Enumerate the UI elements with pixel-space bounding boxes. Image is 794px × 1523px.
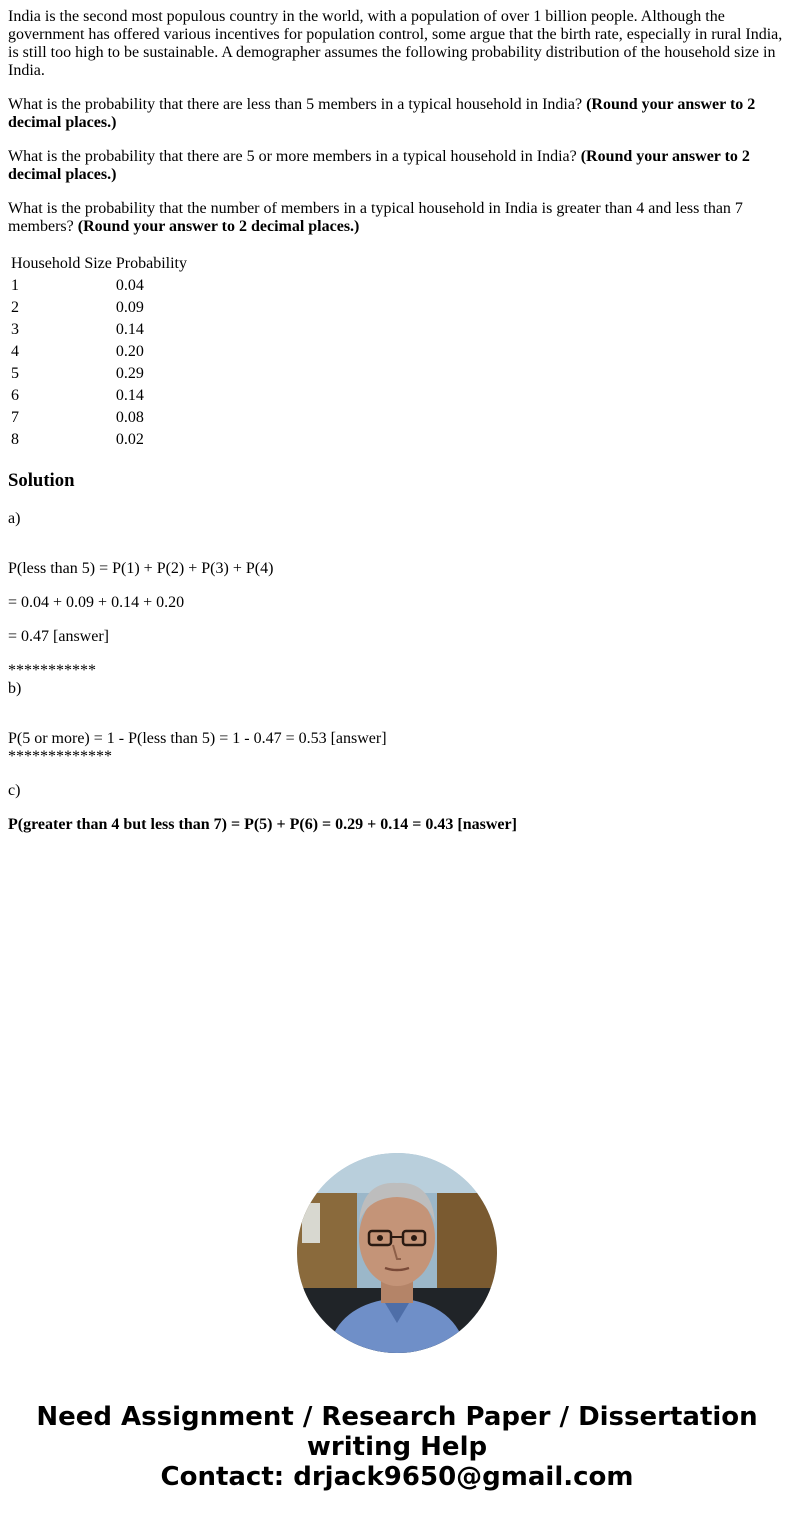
footer-line-2: writing Help xyxy=(306,1432,488,1462)
table-header-row xyxy=(10,254,188,274)
question-1-note: (Round your answer to 2 decimal places.) xyxy=(8,96,756,131)
question-1-text: What is the probability that there are less than 5 members in a typical household in India? xyxy=(8,96,583,113)
question-3 xyxy=(8,200,786,236)
separator-stars: ************* xyxy=(8,748,112,765)
separator-stars: *********** xyxy=(8,662,96,679)
part-a-line-2: = 0.04 + 0.09 + 0.14 + 0.20 xyxy=(8,594,185,611)
column-header-size: Household Size xyxy=(11,255,112,272)
part-a-line-1: P(less than 5) = P(1) + P(2) + P(3) + P(4) xyxy=(8,560,274,577)
solution-heading: Solution xyxy=(8,470,75,491)
table-row xyxy=(10,430,188,450)
part-b-label: b) xyxy=(8,680,22,697)
footer-contact xyxy=(0,1402,794,1492)
table-row xyxy=(10,342,188,362)
author-photo-illustration xyxy=(297,1153,497,1353)
probability-cell: 0.02 xyxy=(115,431,144,448)
part-c-line-1 xyxy=(8,816,786,834)
question-3-note: (Round your answer to 2 decimal places.) xyxy=(77,218,360,235)
part-b-line-1: P(5 or more) = 1 - P(less than 5) = 1 - 0.47 = 0.53 [answer] xyxy=(8,730,387,747)
question-2-note: (Round your answer to 2 decimal places.) xyxy=(8,148,750,183)
probability-cell: 0.14 xyxy=(115,387,144,404)
probability-cell: 0.09 xyxy=(115,299,144,316)
question-1 xyxy=(8,96,786,132)
table-row xyxy=(10,276,188,296)
table-row xyxy=(10,364,188,384)
intro-paragraph: India is the second most populous country in the world, with a population of over 1 billion people. Although the government has offered various incentives for population control, some argue that the birth rate, especially in rural India, is still too high to be sustainable. A demographer assumes the following probability distribution of the household size in India. xyxy=(8,8,783,79)
household-size-cell: 5 xyxy=(11,365,19,382)
household-size-cell: 7 xyxy=(11,409,19,426)
probability-table xyxy=(8,252,190,452)
question-2-text: What is the probability that there are 5 or more members in a typical household in India? xyxy=(8,148,577,165)
table-row xyxy=(10,408,188,428)
probability-cell: 0.04 xyxy=(115,277,144,294)
footer-contact-email: Contact: drjack9650@gmail.com xyxy=(160,1462,634,1492)
household-size-cell: 3 xyxy=(11,321,19,338)
household-size-cell: 1 xyxy=(11,277,19,294)
table-row xyxy=(10,386,188,406)
spacer xyxy=(8,544,786,560)
table-row xyxy=(10,320,188,340)
household-size-cell: 2 xyxy=(11,299,19,316)
probability-cell: 0.08 xyxy=(115,409,144,426)
column-header-probability: Probability xyxy=(115,255,187,272)
household-size-cell: 6 xyxy=(11,387,19,404)
part-c-answer: P(greater than 4 but less than 7) = P(5) + P(6) = 0.29 + 0.14 = 0.43 [naswer] xyxy=(8,816,517,833)
probability-cell: 0.14 xyxy=(115,321,144,338)
part-c-label: c) xyxy=(8,782,21,799)
probability-cell: 0.29 xyxy=(115,365,144,382)
question-2 xyxy=(8,148,786,184)
part-a-label: a) xyxy=(8,510,21,527)
part-a-line-3: = 0.47 [answer] xyxy=(8,628,109,645)
footer-line-1: Need Assignment / Research Paper / Dissertation xyxy=(36,1402,758,1432)
author-photo xyxy=(297,1153,497,1353)
household-size-cell: 8 xyxy=(11,431,19,448)
table-row xyxy=(10,298,188,318)
probability-cell: 0.20 xyxy=(115,343,144,360)
household-size-cell: 4 xyxy=(11,343,19,360)
question-3-text: What is the probability that the number of members in a typical household in India is greater than 4 and less than 7 members? xyxy=(8,200,743,235)
spacer xyxy=(8,714,786,730)
